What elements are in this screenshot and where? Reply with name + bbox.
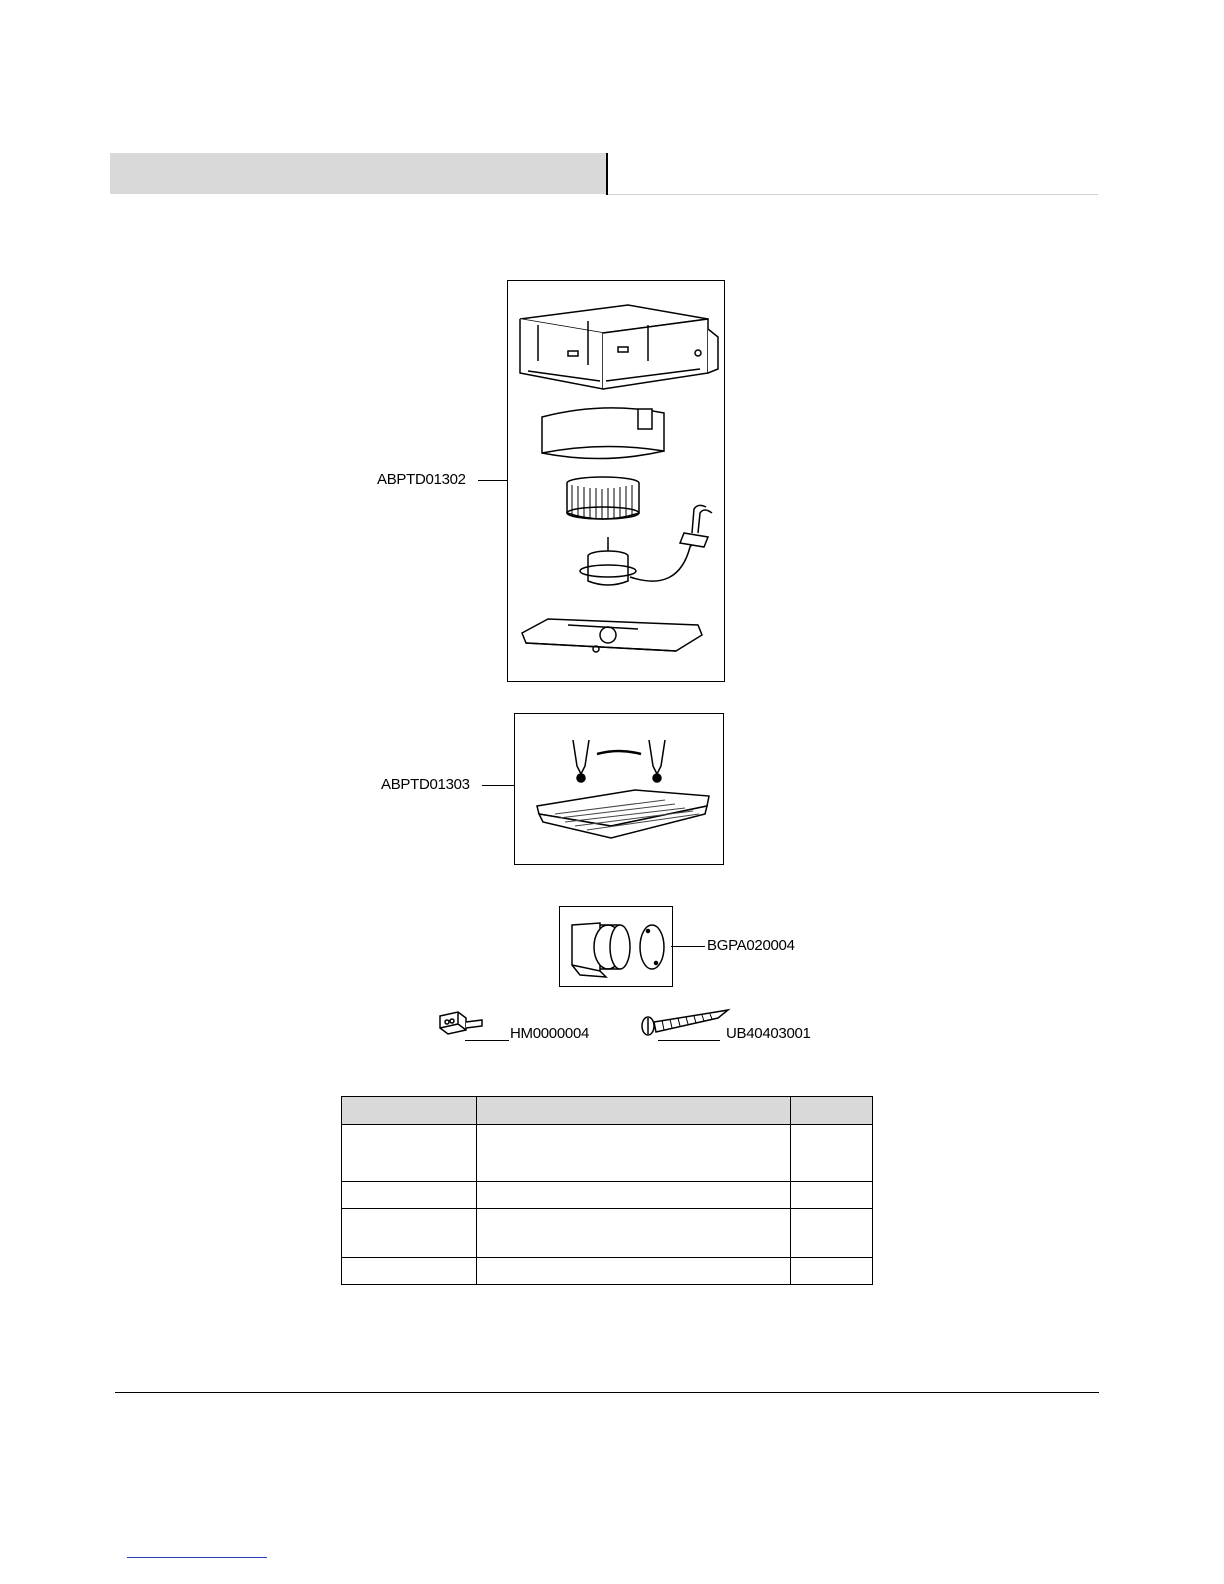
section-header-divider (606, 153, 608, 195)
duct-connector-box (559, 906, 673, 987)
table-header-cell (477, 1097, 791, 1125)
table-cell (477, 1125, 791, 1182)
footer-rule (115, 1392, 1099, 1393)
table-cell (791, 1209, 873, 1258)
table-cell (477, 1258, 791, 1285)
table-header-cell (791, 1097, 873, 1125)
duct-connector-illustration (560, 907, 672, 986)
table-cell (342, 1182, 477, 1209)
table-row (342, 1125, 873, 1182)
table-cell (791, 1125, 873, 1182)
leader-line-abptd01303 (482, 785, 514, 786)
leader-line-abptd01302 (478, 480, 507, 481)
table-cell (477, 1182, 791, 1209)
part-label-abptd01302: ABPTD01302 (377, 471, 466, 488)
leader-line-ub40403001 (658, 1040, 720, 1041)
grille-assembly-box (514, 713, 724, 865)
table-row (342, 1258, 873, 1285)
table-header-cell (342, 1097, 477, 1125)
table-cell (791, 1182, 873, 1209)
fan-housing-assembly-box (507, 280, 725, 682)
grille-assembly-illustration (515, 714, 723, 864)
table-cell (342, 1258, 477, 1285)
footer-link-underline[interactable] (127, 1557, 267, 1558)
fan-housing-assembly-illustration (508, 281, 724, 681)
table-cell (342, 1209, 477, 1258)
leader-line-bgpa020004 (671, 946, 705, 947)
table-cell (477, 1209, 791, 1258)
part-label-abptd01303: ABPTD01303 (381, 776, 470, 793)
section-header-bar (110, 153, 606, 194)
mounting-screw-illustration (638, 1006, 732, 1036)
table-row (342, 1182, 873, 1209)
table-cell (791, 1258, 873, 1285)
part-label-hm0000004: HM0000004 (510, 1025, 590, 1042)
table-row (342, 1209, 873, 1258)
wire-connector-illustration (436, 1008, 486, 1040)
parts-table (341, 1096, 873, 1285)
part-label-ub40403001: UB40403001 (726, 1025, 811, 1042)
section-header-rule (608, 194, 1098, 195)
part-label-bgpa020004: BGPA020004 (707, 937, 795, 954)
table-header-row (342, 1097, 873, 1125)
leader-line-hm0000004 (465, 1040, 509, 1041)
table-cell (342, 1125, 477, 1182)
